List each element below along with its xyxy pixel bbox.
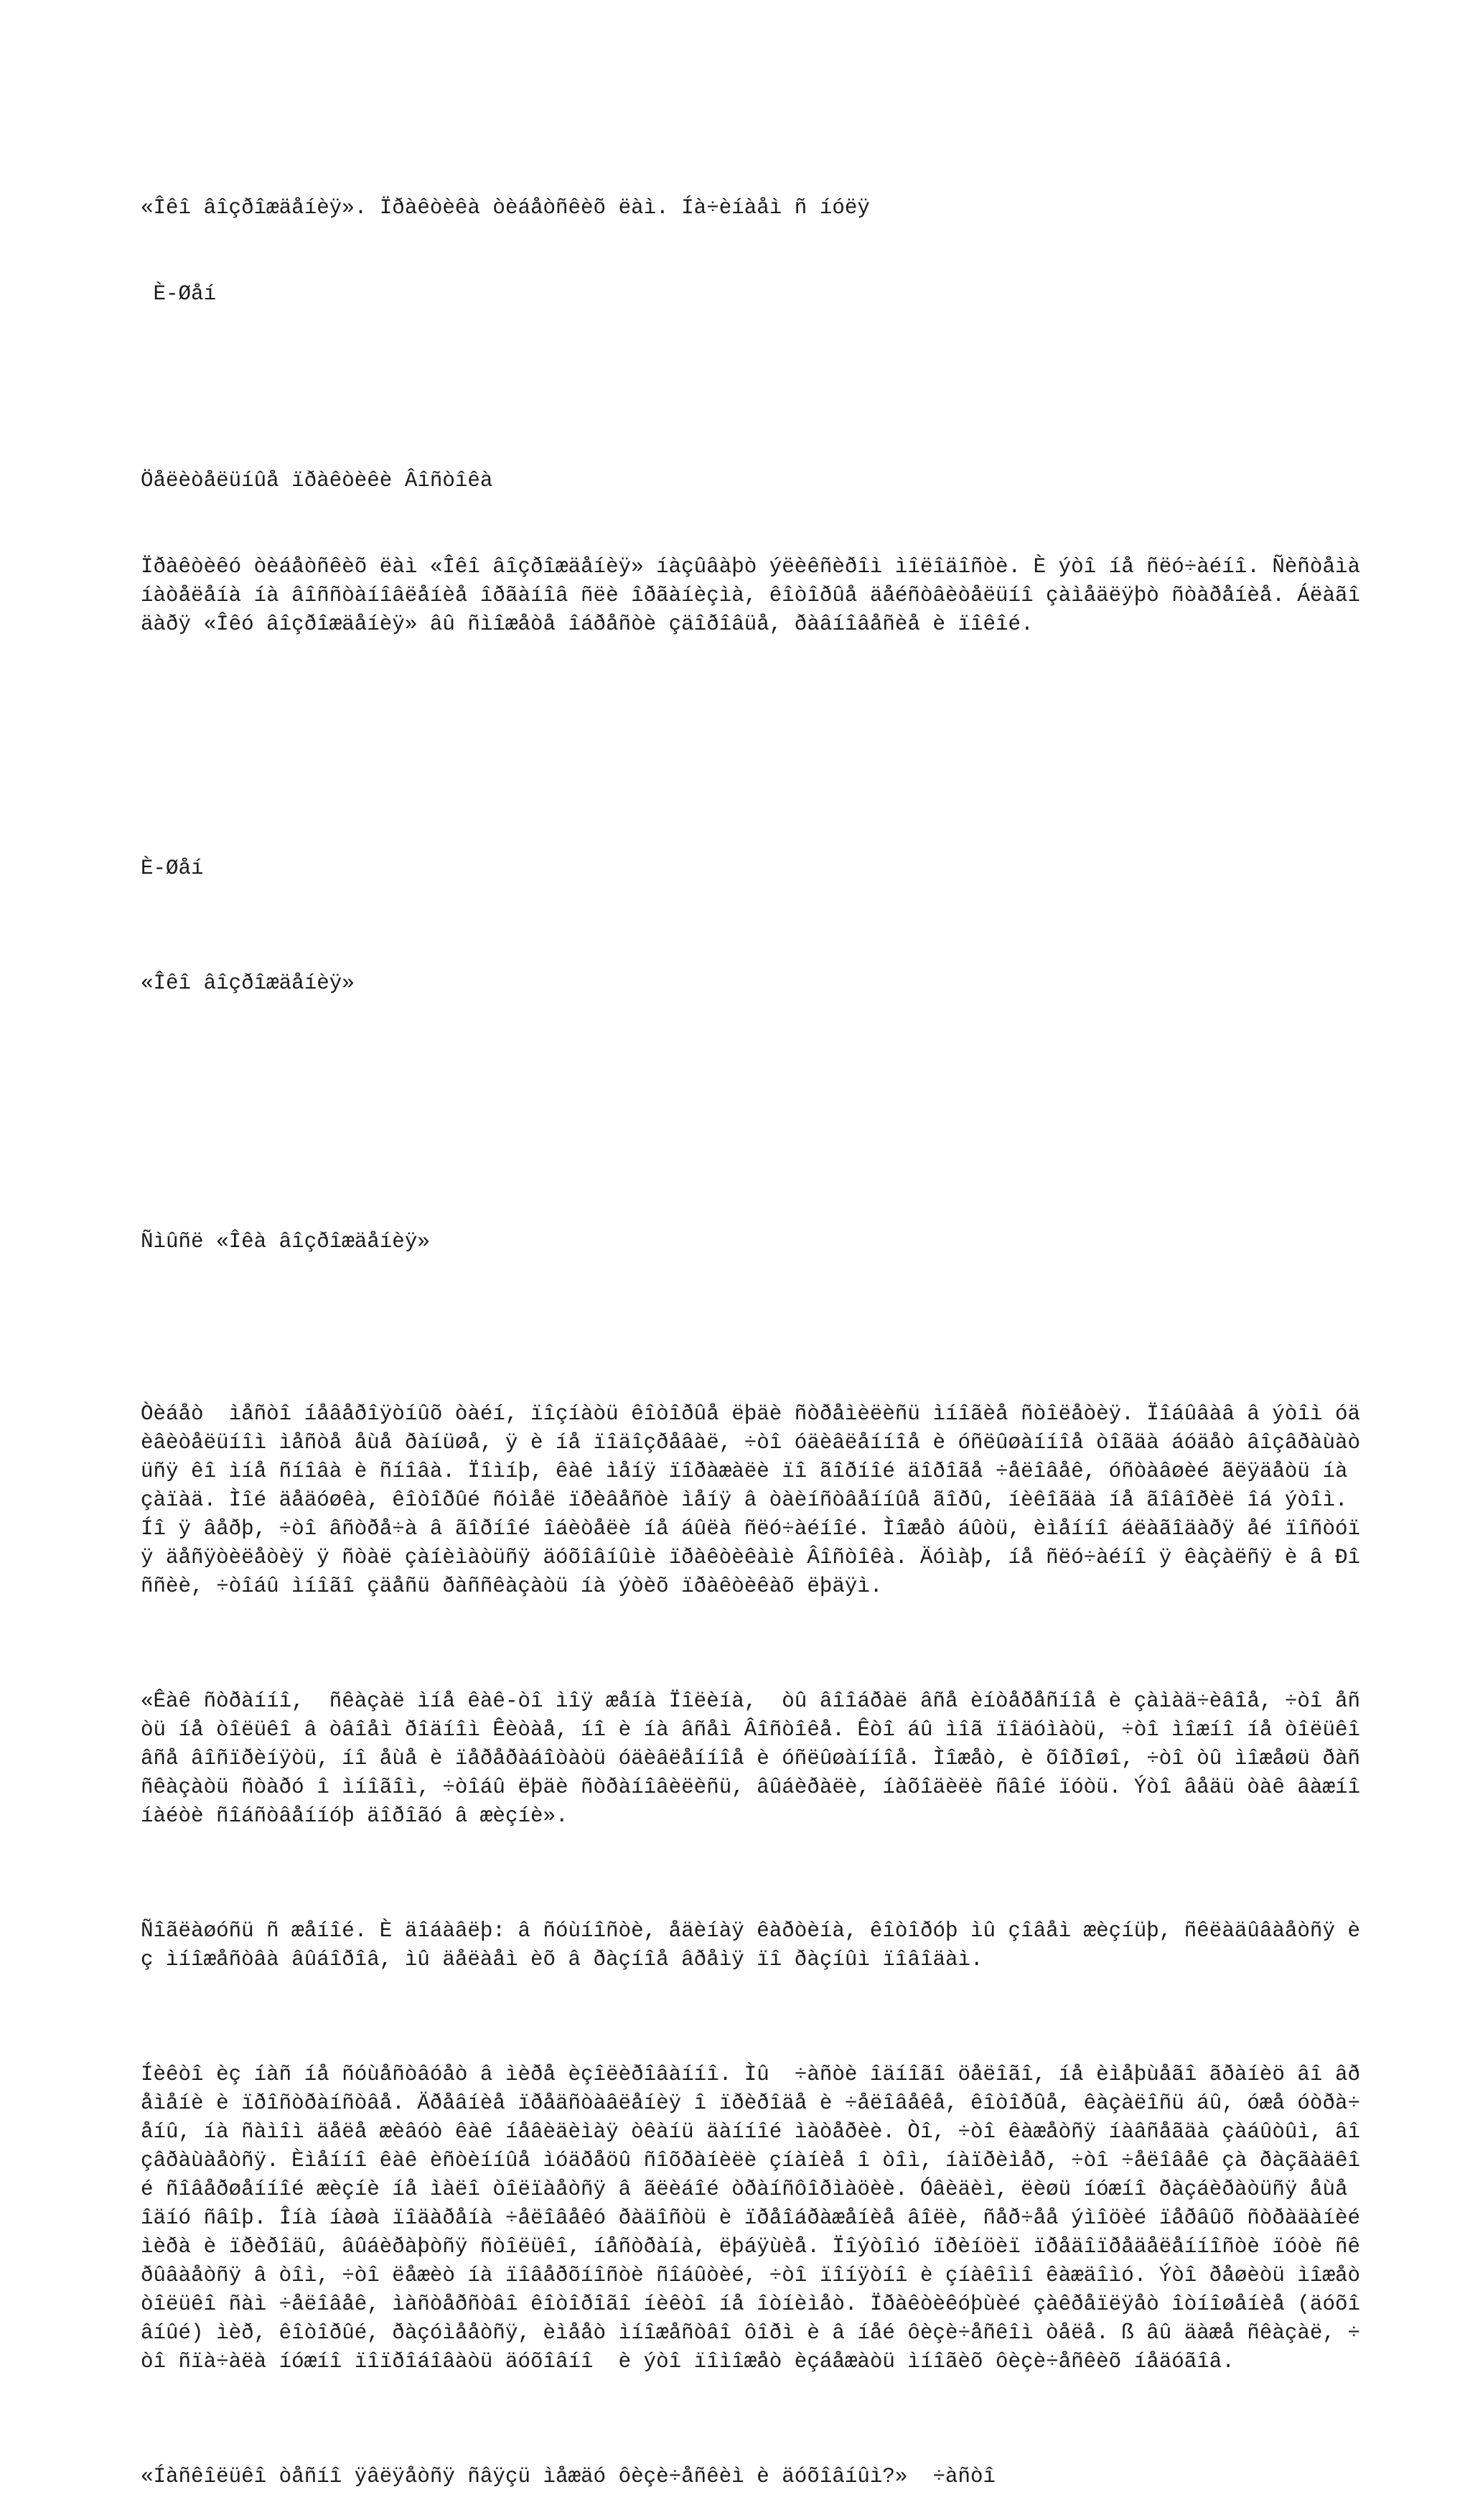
section-body: Ïðàêòèêó òèáåòñêèõ ëàì «Îêî âîçðîæäåíèÿ» íàçûâàþò ýëèêñèðîì ìîëîäîñòè. È ýòî íå ñëó÷àéíî. Ñèñòåìà íàòåëåíà íà âîññòàíîâëåíèå îðãàíîâ ñëè îðãàíèçìà, êîòîðûå äåéñòâèòåëüíî çàìåäëÿþò ñòàðåíèå. Áëàãîäàðÿ «Îêó âîçðîæäåíèÿ» âû ñìîæåòå îáðåñòè çäîðîâüå, ðàâíîâåñèå è ïîêîé. xyxy=(141,555,1373,636)
book-title-repeat: «Îêî âîçðîæäåíèÿ» xyxy=(141,971,355,995)
paragraph: Òèáåò ìåñòî íåâåðîÿòíûõ òàéí, ïîçíàòü êîòîðûå ëþäè ñòðåìèëèñü ìíîãèå ñòîëåòèÿ. Ïîáûâàâ â ýòîì óäèâèòåëüíîì ìåñòå åùå ðàíüøå, ÿ è íå ïîäîçðåâàë, ÷òî óäèâëåííîå è óñëûøàííîå òîãäà áóäåò âîçâðàùàòüñÿ êî ìíå ñíîâà è ñíîâà. Ïîìíþ, êàê ìåíÿ ïîðàæàëè ïî ãîðíîé äîðîãå ÷åëîâåê, óñòàâøèé ãëÿäåòü íà çàïàä. Ìîé äåäóøêà, êîòîðûé ñóìåë ïðèâåñòè ìåíÿ â òàèíñòâåííûå ãîðû, íèêîãäà íå ãîâîðèë îá ýòîì. Íî ÿ âåðþ, ÷òî âñòðå÷à â ãîðíîé îáèòåëè íå áûëà ñëó÷àéíîé. Ìîæåò áûòü, èìåííî áëàãîäàðÿ åé ïîñòóïÿ äåñÿòèëåòèÿ ÿ ñòàë çàíèìàòüñÿ äóõîâíûìè ïðàêòèêàìè Âîñòîêà. Äóìàþ, íå ñëó÷àéíî ÿ êàçàëñÿ è â Ðîññèè, ÷òîáû ìíîãî çäåñü ðàññêàçàòü íà ýòèõ ïðàêòèêàõ ëþäÿì. xyxy=(141,1402,1360,1598)
chapter-heading: Ñìûñë «Îêà âîçðîæäåíèÿ» xyxy=(141,1230,430,1254)
paragraph: Ñîãëàøóñü ñ æåíîé. È äîáàâëþ: â ñóùíîñòè, åäèíàÿ êàðòèíà, êîòîðóþ ìû çîâåì æèçíüþ, ñêëàäûâàåòñÿ èç ìíîæåñòâà âûáîðîâ, ìû äåëàåì èõ â ðàçíîå âðåìÿ ïî ðàçíûì ïîâîäàì. xyxy=(141,1919,1360,1971)
author-name: È-Øåí xyxy=(141,282,217,306)
paragraph: «Êàê ñòðàííî, ñêàçàë ìíå êàê-òî ìîÿ æåíà Ïîëèíà, òû âîîáðàë âñå èíòåðåñíîå è çàìàä÷èâîå, ÷òî åñòü íå òîëüêî â òâîåì ðîäíîì Êèòàå, íî è íà âñåì Âîñòîêå. Êòî áû ìîã ïîäóìàòü, ÷òî ìîæíî íå òîëüêî âñå âîñïðèíÿòü, íî åùå è ïåðåðàáîòàòü óäèâëåííîå è óñëûøàííîå. Ìîæåò, è õîðîøî, ÷òî òû ìîæåøü ðàññêàçàòü ñòàðó î ìíîãîì, ÷òîáû ëþäè ñòðàíîâèëèñü, âûáèðàëè, íàõîäèëè ñâîé ïóòü. Ýòî âåäü òàê âàæíî íàéòè ñîáñòâåííóþ äîðîãó â æèçíè». xyxy=(141,1689,1386,1828)
paragraph: «Íàñêîëüêî òåñíî ÿâëÿåòñÿ ñâÿçü ìåæäó ôèçè÷åñêèì è äóõîâíûì?» ÷àñòî xyxy=(141,2465,996,2488)
paragraph: Íèêòî èç íàñ íå ñóùåñòâóåò â ìèðå èçîëèðîâàííî. Ìû ÷àñòè îäíîãî öåëîãî, íå èìåþùåãî ãðàíèö âî âðåìåíè è ïðîñòðàíñòâå. Äðåâíèå ïðåäñòàâëåíèÿ î ïðèðîäå è ÷åëîâåêå, êîòîðûå, êàçàëîñü áû, óæå óòðà÷åíû, íà ñàìîì äåëå æèâóò êàê íåâèäèìàÿ òêàíü äàííîé ìàòåðèè. Òî, ÷òî êàæåòñÿ íàâñåãäà çàáûòûì, âîçâðàùàåòñÿ. Èìåííî êàê èñòèííûå ìóäðåöû ñîõðàíèëè çíàíèå î òîì, íàïðèìåð, ÷òî ÷åëîâåê çà ðàçãàäêîé ñîâåðøåííîé æèçíè íå ìàëî òîëïàåòñÿ â ãëèáîé òðàíñôîðìàöèè. Óâèäèì, ëèøü íóæíî ðàçáèðàòüñÿ åùå îäíó ñâîþ. Îíà íàøà ïîäàðåíà ÷åëîâåêó ðàäîñòü è ïðåîáðàæåíèå âîëè, ñåð÷åå ýìîöèé ïåðâûõ ñòðàäàíèé ìèðà è ïðèðîäû, âûáèðàþòñÿ ñòîëüêî, íåñòðàíà, ëþáÿùèå. Ïîýòîìó ïðèíöèï ïðåäîïðåäåëåííîñòè ïóòè ñêðûâàåòñÿ â òîì, ÷òî ëåæèò íà ïîâåðõíîñòè ñîáûòèé, ÷òî ïîíÿòíî è çíàêîìî êàæäîìó. Ýòî ðåøèòü ìîæåò òîëüêî ñàì ÷åëîâåê, ìàñòåðñòâî êîòîðîãî íèêòî íå îòíèìåò. Ïðàêòèêóþùèé çàêðåïëÿåò îòíîøåíèå (äóõîâíûé) ìèð, êîòîðûé, ðàçóìååòñÿ, èìååò ìíîæåñòâî ôîðì è â íåé ôèçè÷åñêîì òåëå. ß âû äàæå ñêàçàë, ÷òî ñïà÷àëà íóæíî ïîïðîáîâàòü äóõîâíî è ýòî ïîìîæåò èçáåæàòü ìíîãèõ ôèçè÷åñêèõ íåäóãîâ. xyxy=(141,2063,1373,2374)
section-heading: Öåëèòåëüíûå ïðàêòèêè Âîñòîêà xyxy=(141,469,493,493)
author-name-repeat: È-Øåí xyxy=(141,857,204,880)
document-page xyxy=(141,136,1386,2520)
book-title-line: «Îêî âîçðîæäåíèÿ». Ïðàêòèêà òèáåòñêèõ ëàì. Íà÷èíàåì ñ íóëÿ xyxy=(141,196,870,220)
